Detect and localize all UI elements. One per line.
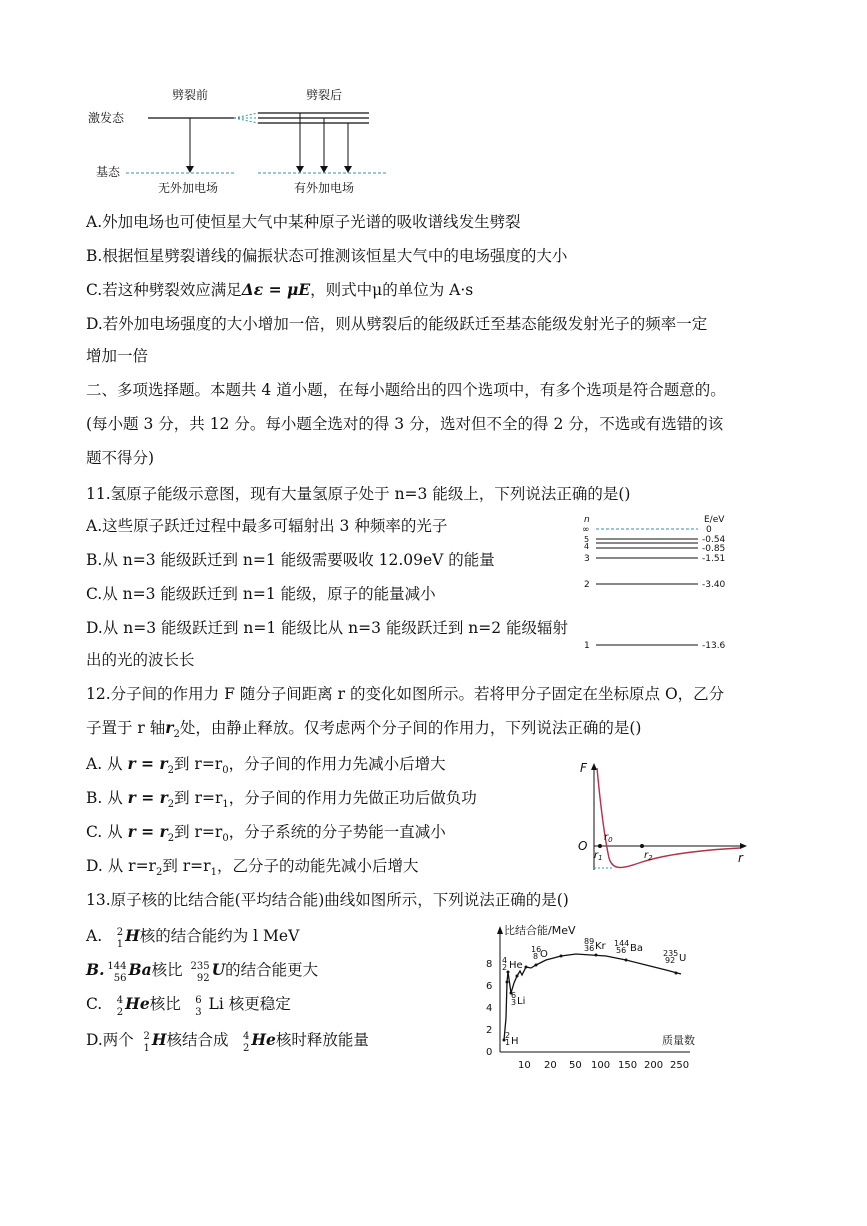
kr-z: 36 xyxy=(584,944,595,953)
q11-stem: 11.氢原子能级示意图，现有大量氢原子处于 n=3 能级上，下列说法正确的是() xyxy=(86,485,631,503)
r1-label: $r_1$ xyxy=(594,850,603,862)
li-a: 6 xyxy=(511,991,517,1000)
q13-stem: 13.原子核的比结合能(平均结合能)曲线如图所示，下列说法正确的是() xyxy=(86,891,569,909)
h-label: H xyxy=(511,1036,519,1047)
y-axis-label: 比结合能/MeV xyxy=(504,924,576,937)
y-tick-6: 6 xyxy=(486,981,493,992)
level-e-2: -3.40 xyxy=(702,580,726,590)
li-label: Li xyxy=(517,996,526,1007)
r2-label: $r_2$ xyxy=(644,850,653,862)
section2-heading: 二、多项选择题。本题共 4 道小题，在每小题给出的四个选项中，有多个选项是符合题意的。 xyxy=(86,381,726,399)
he-z: 2 xyxy=(502,963,508,972)
q11-option-a: A.这些原子跃迁过程中最多可辐射出 3 种频率的光子 xyxy=(86,517,448,535)
binding-energy-chart xyxy=(476,918,706,1078)
q10-option-c: C.若这种劈裂效应满足Δε = μE，则式中μ的单位为 A·s xyxy=(86,280,474,299)
with-field-label: 有外加电场 xyxy=(294,181,355,195)
level-n-1: 1 xyxy=(584,641,590,651)
y-tick-0: 0 xyxy=(486,1047,493,1058)
level-e-5: -0.54 xyxy=(702,535,726,545)
he-a: 4 xyxy=(502,956,508,965)
after-label: 劈裂后 xyxy=(306,88,343,102)
h-z: 1 xyxy=(505,1038,511,1047)
ba-a: 144 xyxy=(614,939,630,948)
y-tick-8: 8 xyxy=(486,959,493,970)
q10-option-d-line1: D.若外加电场强度的大小增加一倍，则从劈裂后的能级跃迁至基态能级发射光子的频率一定 xyxy=(86,315,708,333)
he-label: He xyxy=(509,960,523,971)
ba-z: 56 xyxy=(616,946,627,955)
level-n-inf: ∞ xyxy=(582,525,590,535)
y-tick-2: 2 xyxy=(486,1025,493,1036)
o-label: O xyxy=(540,949,548,960)
level-n-5: 5 xyxy=(584,535,590,544)
q12-option-a: A. 从 $r = r_2$到 $r=r_0$，分子间的作用力先减小后增大 xyxy=(86,754,446,777)
origin-label: O xyxy=(578,839,588,853)
no-field-label: 无外加电场 xyxy=(158,181,219,195)
x-tick-100: 100 xyxy=(591,1060,611,1071)
q11-option-d-line1: D.从 n=3 能级跃迁到 n=1 能级比从 n=3 能级跃迁到 n=2 能级辐射 xyxy=(86,619,569,637)
q11-option-d-line2: 出的光的波长长 xyxy=(86,651,195,669)
ba-label: Ba xyxy=(630,943,643,954)
x-tick-10: 10 xyxy=(518,1060,531,1071)
h-a: 2 xyxy=(505,1031,511,1040)
level-n-2: 2 xyxy=(584,580,590,590)
q13-option-c: C. 4 2 He核比 6 3 Li 核更稳定 xyxy=(86,994,291,1018)
q13-option-d: D.两个 2 1 H核结合成 4 2 He核时释放能量 xyxy=(86,1030,369,1054)
level-e-3: -1.51 xyxy=(702,554,726,564)
x-tick-200: 200 xyxy=(644,1060,664,1071)
u-label: U xyxy=(679,953,687,964)
excited-label: 激发态 xyxy=(88,111,125,125)
level-n-4: 4 xyxy=(584,542,590,551)
y-tick-4: 4 xyxy=(486,1003,493,1014)
level-n-3: 3 xyxy=(584,554,590,564)
x-tick-250: 250 xyxy=(670,1060,690,1071)
ground-label: 基态 xyxy=(96,165,121,179)
force-distance-graph xyxy=(572,760,752,878)
splitting-diagram xyxy=(86,82,406,200)
e-axis-label: E/eV xyxy=(704,515,725,525)
level-e-inf: 0 xyxy=(706,525,712,535)
u-a: 235 xyxy=(663,949,679,958)
energy-level-diagram xyxy=(578,510,748,658)
level-e-4: -0.85 xyxy=(702,544,726,554)
q12-stem-2: 子置于 r 轴$r_2$处，由静止释放。仅考虑两个分子间的作用力，下列说法正确的是() xyxy=(86,718,642,741)
section2-rules-2: 题不得分) xyxy=(86,449,155,467)
kr-a: 89 xyxy=(584,937,595,946)
q11-option-b: B.从 n=3 能级跃迁到 n=1 能级需要吸收 12.09eV 的能量 xyxy=(86,551,495,569)
n-axis-label: n xyxy=(584,515,590,525)
f-axis-label: F xyxy=(580,761,587,775)
q10-option-d-line2: 增加一倍 xyxy=(86,347,149,365)
x-tick-50: 50 xyxy=(569,1060,582,1071)
x-axis-label: 质量数 xyxy=(662,1034,695,1047)
r-axis-label: r xyxy=(738,851,743,865)
x-tick-20: 20 xyxy=(544,1060,557,1071)
q12-stem-1: 12.分子间的作用力 F 随分子间距离 r 的变化如图所示。若将甲分子固定在坐标原点 O，乙分 xyxy=(86,685,725,703)
o-z: 8 xyxy=(533,952,539,961)
r0-label: $r_0$ xyxy=(604,832,613,844)
kr-label: Kr xyxy=(595,941,606,952)
o-a: 16 xyxy=(531,945,542,954)
q13-option-b: B. 144 56 Ba核比 235 92 U的结合能更大 xyxy=(86,960,319,984)
q10-option-a: A.外加电场也可使恒星大气中某种原子光谱的吸收谱线发生劈裂 xyxy=(86,213,521,231)
q12-option-d: D. 从 $r=r_2$到 $r=r_1$，乙分子的动能先减小后增大 xyxy=(86,857,419,879)
q12-option-c: C. 从 $r = r_2$到 $r=r_0$，分子系统的分子势能一直减小 xyxy=(86,822,446,845)
section2-rules-1: (每小题 3 分，共 12 分。每小题全选对的得 3 分，选对但不全的得 2 分，不选或有选错的该 xyxy=(86,415,724,433)
before-label: 劈裂前 xyxy=(172,88,209,102)
q10-option-b: B.根据恒星劈裂谱线的偏振状态可推测该恒星大气中的电场强度的大小 xyxy=(86,247,568,265)
level-e-1: -13.6 xyxy=(702,641,726,651)
q12-option-b: B. 从 $r = r_2$到 $r=r_1$，分子间的作用力先做正功后做负功 xyxy=(86,788,477,811)
x-tick-150: 150 xyxy=(618,1060,638,1071)
q11-option-c: C.从 n=3 能级跃迁到 n=1 能级，原子的能量减小 xyxy=(86,585,436,603)
q13-option-a: A. 2 1 H核的结合能约为 l MeV xyxy=(86,926,300,950)
li-z: 3 xyxy=(511,998,517,1007)
u-z: 92 xyxy=(665,956,676,965)
